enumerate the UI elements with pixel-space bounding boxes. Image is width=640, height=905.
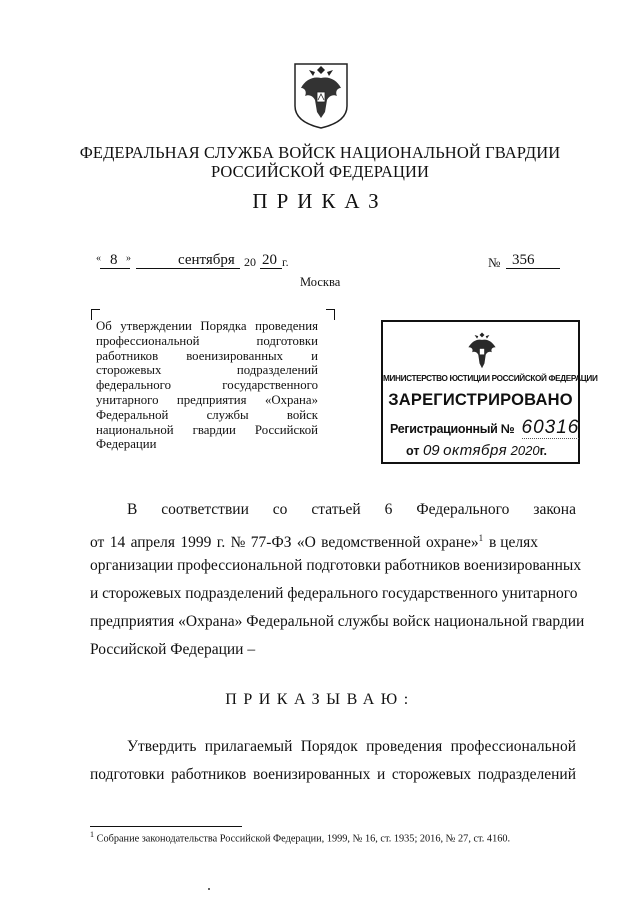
subject-line: профессиональной подготовки — [96, 333, 318, 348]
city: Москва — [300, 275, 341, 289]
subject-line: национальной гвардии Российской — [96, 422, 318, 437]
preamble-paragraph — [90, 496, 585, 664]
order-number-label: № — [488, 255, 501, 270]
paragraph-line: Утвердить прилагаемый Порядок проведения профессиональной — [127, 738, 576, 755]
stamp-date-suffix: г. — [539, 444, 548, 458]
stamp-date — [406, 442, 547, 459]
agency-name-line1: ФЕДЕРАЛЬНАЯ СЛУЖБА ВОЙСК НАЦИОНАЛЬНОЙ ГВАРДИИ — [79, 143, 561, 162]
date-year-abbr: г. — [282, 255, 289, 269]
date-quote-close: » — [126, 253, 131, 264]
stamp-date-month: октября — [443, 442, 508, 459]
subject-line: Об утверждении Порядка проведения — [96, 319, 318, 333]
footnote-marker: 1 — [90, 830, 94, 839]
paragraph-line-text: от 14 апреля 1999 г. № 77-ФЗ «О ведомственной охране» — [90, 534, 479, 552]
paragraph-line: В соответствии со статьей 6 Федерального закона — [127, 501, 576, 518]
paragraph-line: предприятия «Охрана» Федеральной службы войск национальной гвардии — [90, 613, 585, 630]
russian-coat-of-arms-icon — [463, 330, 501, 372]
paragraph-line: организации профессиональной подготовки работников военизированных — [90, 557, 582, 574]
subject-bracket-right — [326, 309, 335, 320]
subject-line: Федерации — [96, 437, 157, 452]
date-year-prefix: 20 — [244, 255, 256, 269]
stamp-reg-number: 60316 — [521, 417, 580, 438]
scan-speck — [208, 888, 210, 890]
stamp-date-label: от — [406, 444, 420, 458]
russian-coat-of-arms-icon — [291, 62, 351, 130]
paragraph-line: и сторожевых подразделений федерального государственного унитарного — [90, 585, 578, 602]
stamp-date-year: 2020 — [510, 443, 540, 458]
date-day: 8 — [110, 252, 118, 268]
subject-line: Федеральной службы войск — [96, 407, 318, 422]
footnote-separator — [90, 826, 242, 827]
date-quote-open: « — [96, 253, 101, 264]
order-subject — [96, 319, 318, 452]
stamp-reg-label: Регистрационный № — [390, 422, 515, 436]
footnote-text: Собрание законодательства Российской Федерации, 1999, № 16, ст. 1935; 2016, № 27, ст. 4160. — [96, 833, 511, 845]
agency-name-line2: РОССИЙСКОЙ ФЕДЕРАЦИИ — [210, 162, 430, 181]
date-year-suffix: 20 — [262, 252, 277, 268]
document-type-title: ПРИКАЗ — [252, 189, 388, 213]
stamp-ministry: МИНИСТЕРСТВО ЮСТИЦИИ РОССИЙСКОЙ ФЕДЕРАЦИИ — [383, 374, 598, 383]
subject-line: работников военизированных и — [96, 348, 318, 363]
date-month: сентября — [178, 252, 235, 268]
paragraph-line-tail: в целях — [489, 534, 539, 552]
order-number: 356 — [512, 252, 535, 268]
footnote — [90, 830, 510, 844]
paragraph-line: подготовки работников военизированных и сторожевых подразделений — [90, 766, 576, 783]
subject-line: сторожевых подразделений — [96, 363, 318, 378]
subject-line: федерального государственного — [96, 378, 318, 393]
paragraph-line-with-footnote — [90, 524, 576, 552]
stamp-registered: ЗАРЕГИСТРИРОВАНО — [388, 391, 573, 409]
stamp-registration-number — [390, 417, 579, 439]
registration-stamp — [381, 320, 598, 464]
directive-paragraph — [90, 733, 576, 789]
footnote-reference: 1 — [478, 533, 484, 543]
stamp-date-day: 09 — [422, 442, 440, 459]
subject-line: унитарного предприятия «Охрана» — [96, 392, 318, 407]
paragraph-line: Российской Федерации – — [90, 641, 256, 658]
order-directive-heading: ПРИКАЗЫВАЮ: — [225, 691, 415, 708]
